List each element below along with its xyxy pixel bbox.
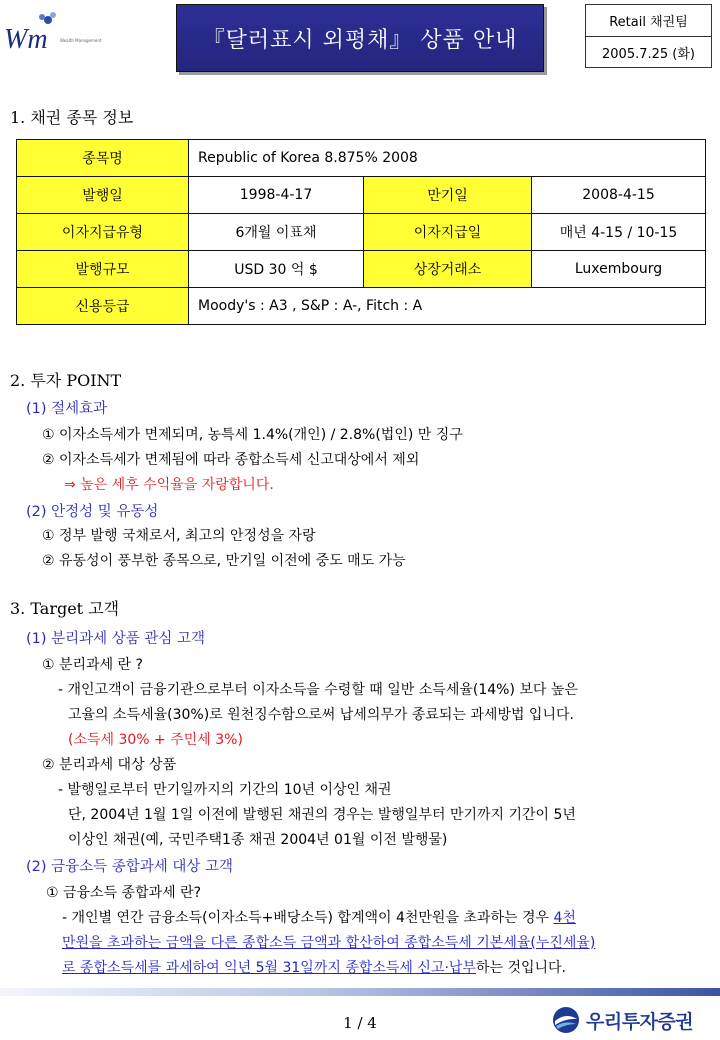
coupon-date-value: 매년 4-15 / 10-15	[532, 214, 706, 251]
bond-name-value: Republic of Korea 8.875% 2008	[189, 140, 706, 177]
separate-tax-answer-2: 고율의 소득세율(30%)로 원천징수함으로써 납세의무가 종료되는 과세방법 입니다.	[68, 707, 574, 723]
tax-benefit-line-1: ① 이자소득세가 면제되며, 농특세 1.4%(개인) / 2.8%(법인) 만 징구	[42, 427, 463, 443]
stability-heading: (2) 안정성 및 유동성	[26, 504, 159, 520]
separate-tax-rate-note: (소득세 30% + 주민세 3%)	[68, 732, 243, 748]
comprehensive-tax-link-3[interactable]: 로 종합소득세를 과세하여 익년 5월 31일까지 종합소득세 신고·납부	[62, 960, 476, 976]
section-3-title: 3. Target 고객	[10, 599, 120, 618]
table-row	[17, 140, 706, 177]
brand-emblem-icon	[552, 1006, 580, 1034]
separate-tax-target-3: 이상인 채권(예, 국민주택1종 채권 2004년 01월 이전 발행물)	[68, 832, 448, 848]
logo-text: Wm	[4, 24, 48, 55]
maturity-date-value: 2008-4-15	[532, 177, 706, 214]
section-1-title: 1. 채권 종목 정보	[10, 108, 134, 127]
brand-logo	[552, 1003, 717, 1037]
team-info-box	[585, 4, 712, 68]
document-title-text: 『달러표시 외평채』 상품 안내	[202, 27, 518, 53]
wm-logo	[4, 8, 102, 56]
tax-benefit-highlight: ⇒ 높은 세후 수익율을 자랑합니다.	[64, 477, 274, 493]
issue-size-value: USD 30 억 $	[189, 251, 364, 288]
comprehensive-tax-answer-1-text: - 개인별 연간 금융소득(이자소득+배당소득) 합계액이 4천만원을 초과하는 경우	[62, 910, 554, 926]
exchange-label: 상장거래소	[364, 251, 532, 288]
table-row	[17, 214, 706, 251]
comprehensive-tax-answer-1	[62, 907, 576, 927]
comprehensive-tax-link-1[interactable]: 4천	[553, 910, 576, 926]
comprehensive-tax-heading: (2) 금융소득 종합과세 대상 고객	[26, 859, 234, 875]
comprehensive-tax-link-2[interactable]: 만원을 초과하는 금액을 다른 종합소득 금액과 합산하여 종합소득세 기본세율(누진세율)	[62, 935, 596, 951]
stability-line-1: ① 정부 발행 국채로서, 최고의 안정성을 자랑	[42, 528, 316, 544]
tax-benefit-line-2: ② 이자소득세가 면제됨에 따라 종합소득세 신고대상에서 제외	[42, 452, 420, 468]
footer-divider	[0, 988, 720, 996]
issue-date-label: 발행일	[17, 177, 189, 214]
brand-name: 우리투자증권	[586, 1010, 694, 1033]
issue-size-label: 발행규모	[17, 251, 189, 288]
table-row	[17, 251, 706, 288]
exchange-value: Luxembourg	[532, 251, 706, 288]
logo-subtext: Wealth Management	[60, 38, 102, 43]
stability-line-2: ② 유동성이 풍부한 종목으로, 만기일 이전에 중도 매도 가능	[42, 553, 406, 569]
comprehensive-tax-answer-3-text: 하는 것입니다.	[475, 960, 566, 976]
bond-name-label: 종목명	[17, 140, 189, 177]
separate-tax-answer-1: - 개인고객이 금융기관으로부터 이자소득을 수령할 때 일반 소득세율(14%) 보다 높은	[58, 682, 578, 698]
separate-tax-heading: (1) 분리과세 상품 관심 고객	[26, 631, 206, 647]
separate-tax-target-1: - 발행일로부터 만기일까지의 기간의 10년 이상인 채권	[58, 782, 392, 798]
comprehensive-tax-question: ① 금융소득 종합과세 란?	[46, 885, 202, 901]
separate-tax-question: ① 분리과세 란 ?	[42, 657, 143, 673]
page-number: 1 / 4	[343, 1014, 377, 1032]
coupon-type-label: 이자지급유형	[17, 214, 189, 251]
credit-rating-label: 신용등급	[17, 288, 189, 325]
comprehensive-tax-answer-3	[62, 957, 566, 977]
separate-tax-target-2: 단, 2004년 1월 1일 이전에 발행된 채권의 경우는 발행일부터 만기까지 기간이 5년	[68, 807, 576, 823]
coupon-date-label: 이자지급일	[364, 214, 532, 251]
tax-benefit-heading: (1) 절세효과	[26, 401, 108, 417]
section-2-title: 2. 투자 POINT	[10, 371, 122, 390]
maturity-date-label: 만기일	[364, 177, 532, 214]
credit-rating-value: Moody's : A3 , S&P : A-, Fitch : A	[189, 288, 706, 325]
separate-tax-target-heading: ② 분리과세 대상 상품	[42, 757, 177, 773]
document-title	[176, 4, 544, 72]
table-row	[17, 177, 706, 214]
issue-date-value: 1998-4-17	[189, 177, 364, 214]
coupon-type-value: 6개월 이표채	[189, 214, 364, 251]
bond-info-table	[16, 139, 706, 325]
table-row	[17, 288, 706, 325]
team-name: Retail 채권팀	[609, 15, 688, 30]
document-date: 2005.7.25 (화)	[586, 36, 711, 68]
